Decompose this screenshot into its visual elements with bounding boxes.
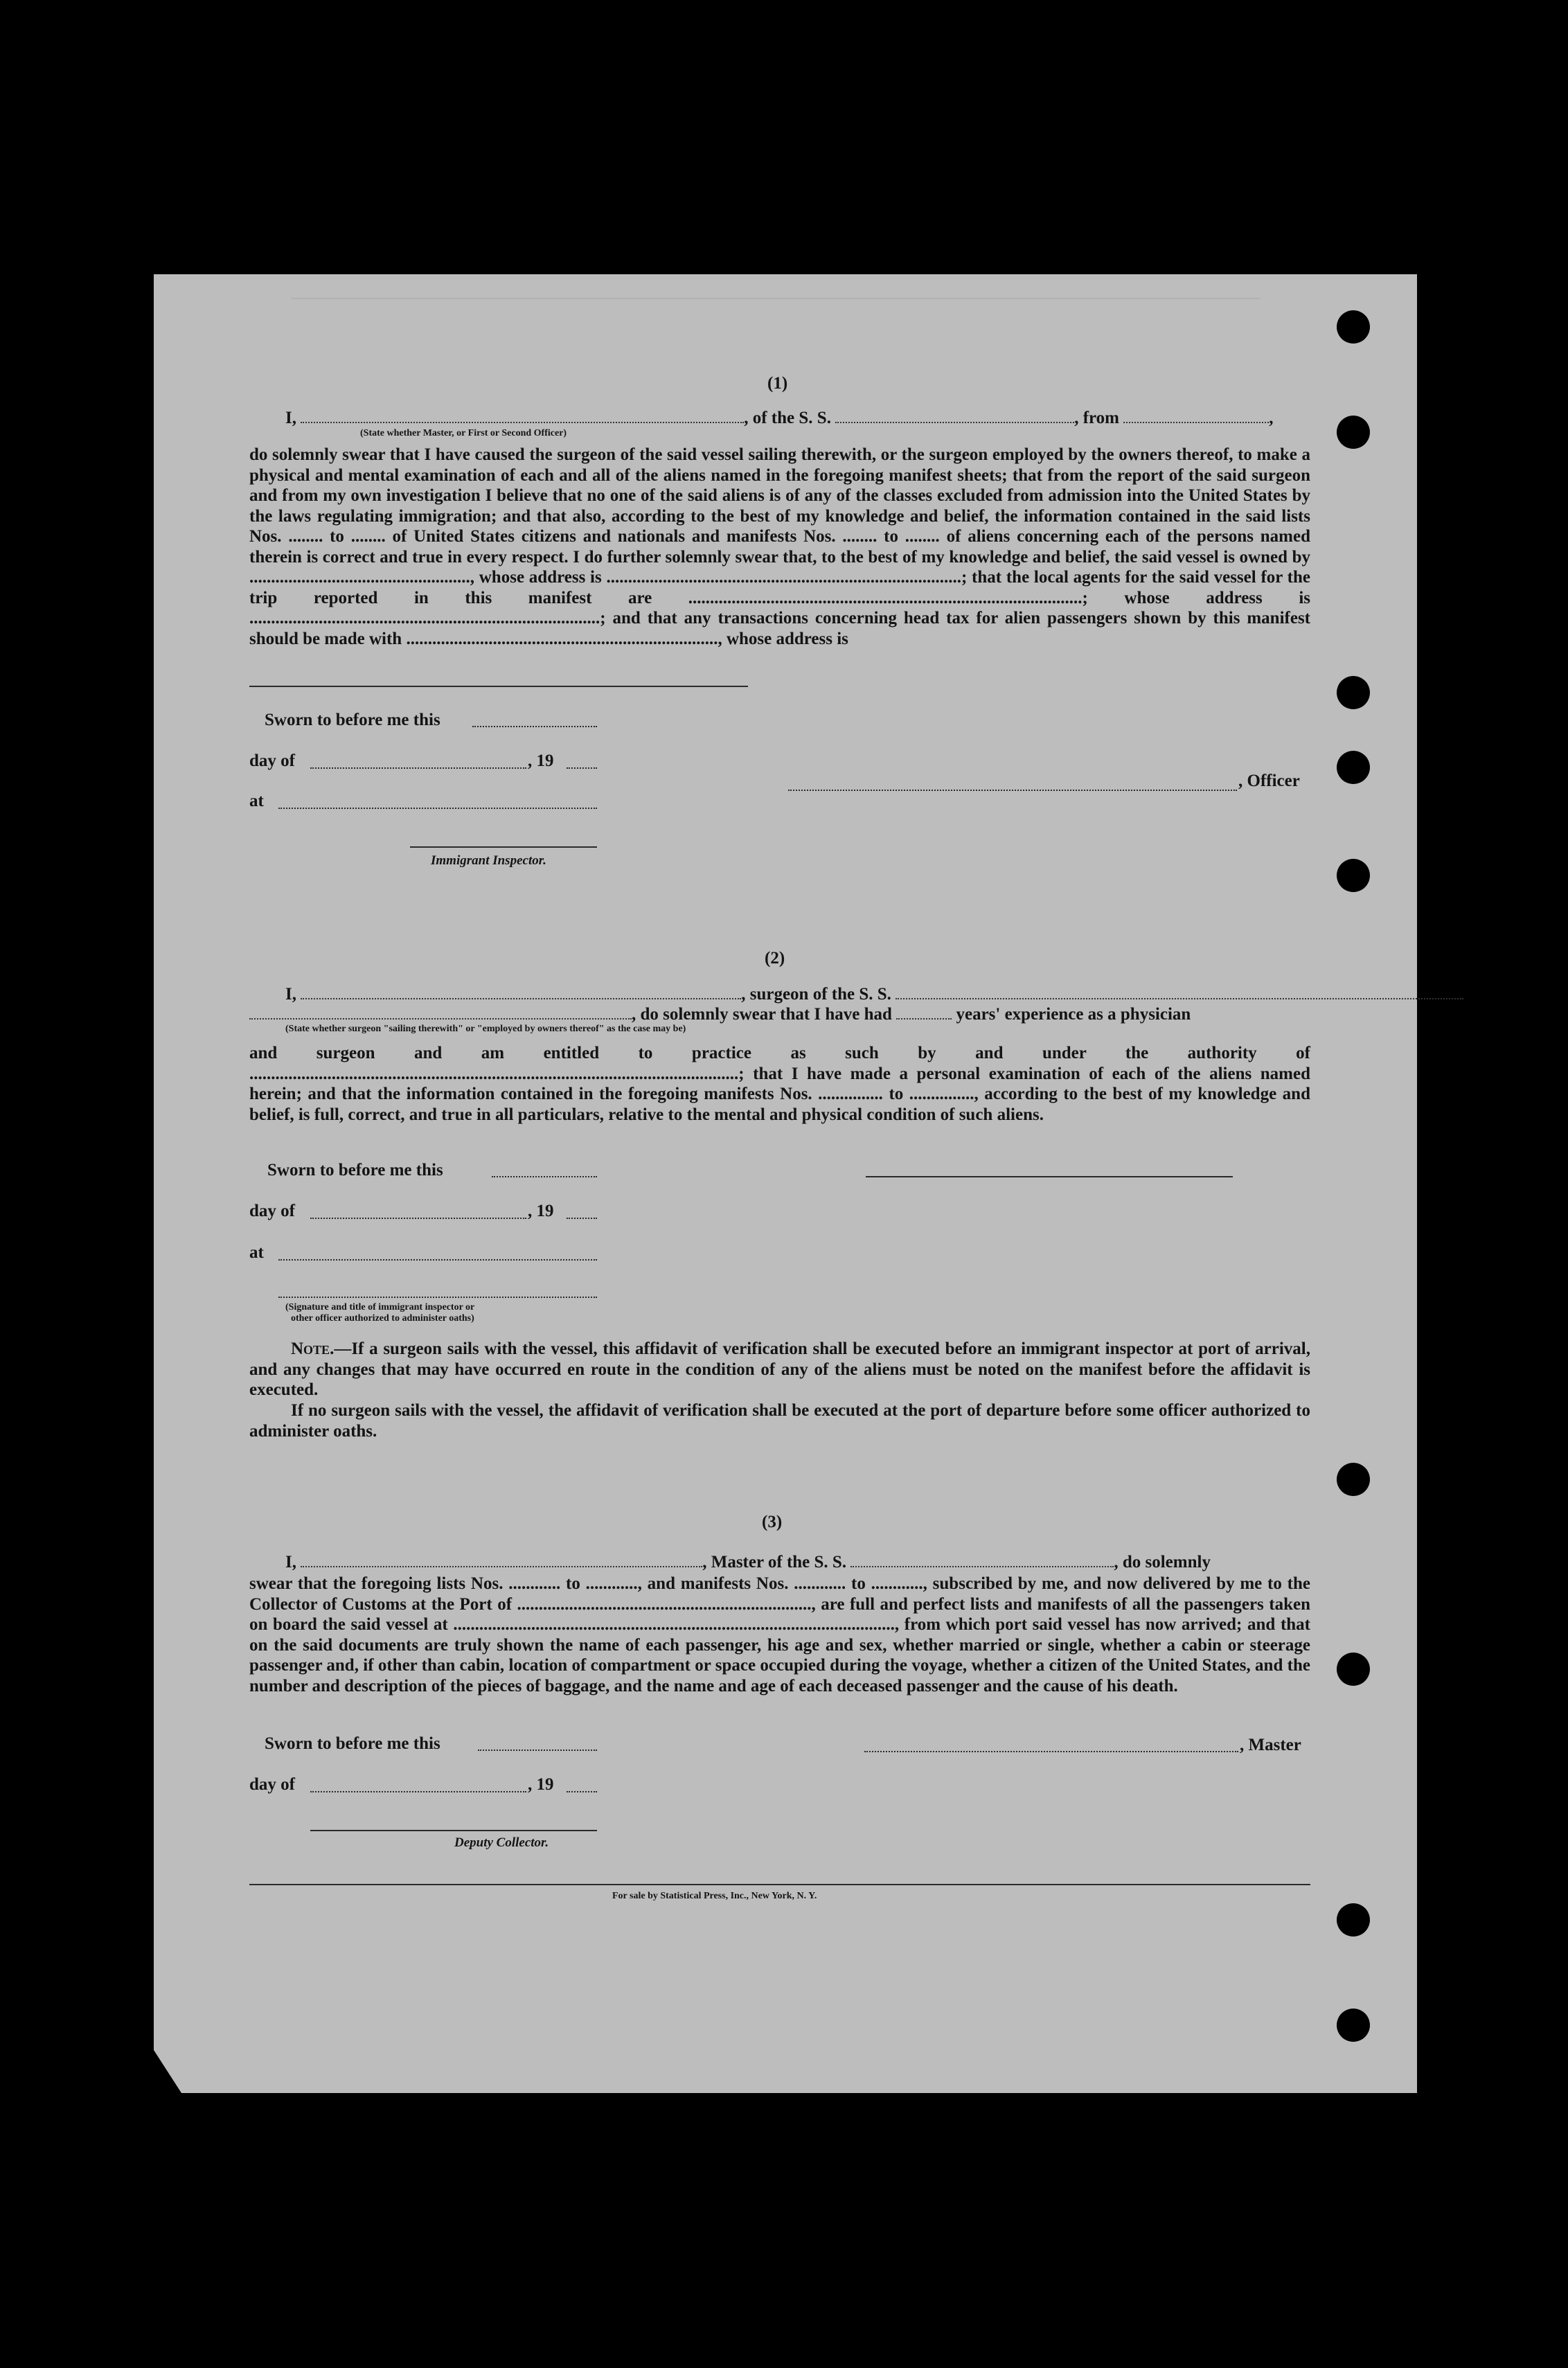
binder-hole-1 [1337, 310, 1370, 344]
surgeon-caption: (State whether surgeon "sailing therewith" or "employed by owners thereof" as the case may be) [285, 1024, 686, 1034]
binder-hole-2 [1337, 416, 1370, 449]
sworn-field-2[interactable] [492, 1176, 597, 1177]
surgeon-signature-line[interactable] [866, 1176, 1233, 1177]
master-label: , Master [1240, 1736, 1301, 1754]
at-field-1[interactable] [278, 808, 597, 809]
surgeon-note-2: If no surgeon sails with the vessel, the affidavit of verification shall be executed at the port of departure before some officer authorized to administer oaths. [249, 1401, 1310, 1441]
year-field-3[interactable] [567, 1791, 597, 1792]
year-field-1[interactable] [567, 767, 597, 769]
binder-hole-3 [1337, 676, 1370, 709]
officer-label: , Officer [1238, 772, 1300, 790]
year-label-1: , 19 [528, 751, 554, 770]
at-label-2: at [249, 1243, 264, 1262]
surgeon-of-label: , surgeon of the S. S. [741, 985, 896, 1004]
surgeon-name-field[interactable] [301, 997, 741, 999]
vessel-name-field[interactable] [835, 421, 1074, 423]
section-3-body: swear that the foregoing lists Nos. ............ to ............, and manifests Nos. ............ to ............, subscribed by me, and now delivered by me to the Collector of Customs at the Port of ...................................................................., are full and perfect lists and manifests of all the passengers taken on board the said vessel at ......................................................................................................, from which port said vessel has now arrived; and that on the said documents are truly shown the name of each passenger, his age and sex, whether married or single, whether a cabin or steerage passenger and, if other than cabin, location of compartment or space occupied during the voyage, whether a citizen of the United States, and the number and description of the pieces of baggage, and the name and age of each deceased passenger and the cause of his death. [249, 1574, 1310, 1695]
section-2-opening-line [285, 985, 1463, 1004]
sworn-field-1[interactable] [472, 726, 597, 727]
years-field[interactable] [896, 1017, 952, 1020]
master-of-label: , Master of the S. S. [702, 1553, 851, 1572]
master-caption: (State whether Master, or First or Second Officer) [360, 428, 567, 438]
section-2-body: and surgeon and am entitled to practice as such by and under the authority of .................................................................................................................; that I have made a personal examination of each of the aliens named herein; and that the information contained in the foregoing manifests Nos. ............... to ..............., according to the best of my knowledge and belief, is full, correct, and true in all particulars, relative to the mental and physical condition of such aliens. [249, 1044, 1310, 1124]
sworn-label-3: Sworn to before me this [265, 1734, 440, 1753]
from-label: , from [1074, 409, 1124, 427]
master-name-field[interactable] [301, 421, 744, 423]
master-signature-line[interactable] [864, 1751, 1238, 1752]
section-1-opening: I, [285, 409, 301, 427]
section-3-number: (3) [762, 1513, 783, 1531]
officer-signature-line[interactable] [788, 790, 1237, 791]
section-3-opening-line [285, 1553, 1211, 1572]
collector-signature-line[interactable] [310, 1830, 597, 1831]
signature-caption-1: (Signature and title of immigrant inspector or [285, 1302, 475, 1312]
day-field-1[interactable] [310, 767, 526, 769]
at-field-2[interactable] [278, 1259, 597, 1261]
master-name-field-3[interactable] [301, 1565, 702, 1567]
binder-hole-9 [1337, 2009, 1370, 2042]
from-port-field[interactable] [1123, 421, 1269, 423]
deputy-collector-caption: Deputy Collector. [454, 1835, 549, 1850]
day-of-label-3: day of [249, 1775, 295, 1794]
binder-hole-8 [1337, 1903, 1370, 1937]
signature-caption-2: other officer authorized to administer oaths) [291, 1313, 474, 1324]
section-3-opening: I, [285, 1553, 301, 1572]
day-field-3[interactable] [310, 1791, 526, 1792]
inspector-signature-line[interactable] [410, 846, 597, 848]
year-label-2: , 19 [528, 1202, 554, 1220]
surgeon-type-field[interactable] [249, 1017, 632, 1020]
vessel-name-field-3[interactable] [850, 1565, 1114, 1567]
section-1-opening-line: I, , of the S. S. , from , [285, 409, 1274, 427]
day-of-label-1: day of [249, 751, 295, 770]
binder-hole-4 [1337, 751, 1370, 784]
section-2-number: (2) [765, 949, 785, 968]
swear-label: , do solemnly swear that I have had [632, 1005, 897, 1024]
immigrant-inspector-caption: Immigrant Inspector. [431, 853, 546, 868]
solemnly-label: , do solemnly [1114, 1553, 1211, 1572]
day-field-2[interactable] [310, 1218, 526, 1219]
years-label: years' experience as a physician [952, 1005, 1191, 1024]
sworn-label-1: Sworn to before me this [265, 711, 440, 729]
surgeon-note [249, 1339, 1310, 1400]
note-label: Note. [291, 1339, 335, 1358]
day-of-label-2: day of [249, 1202, 295, 1220]
surgeon-vessel-field[interactable] [896, 997, 1463, 999]
binder-hole-5 [1337, 859, 1370, 892]
year-field-2[interactable] [567, 1218, 597, 1219]
page-corner-cut [154, 2050, 181, 2093]
bleed-through-header [291, 298, 1260, 375]
section-1-number: (1) [767, 374, 788, 393]
section-2-opening: I, [285, 985, 301, 1004]
binder-hole-7 [1337, 1653, 1370, 1686]
sworn-label-2: Sworn to before me this [267, 1161, 443, 1179]
sworn-field-3[interactable] [478, 1750, 597, 1751]
administering-officer-line[interactable] [278, 1297, 597, 1298]
of-ss-label: , of the S. S. [744, 409, 836, 427]
footer-rule [249, 1884, 1310, 1885]
section-2-second-line [249, 1005, 1191, 1024]
year-label-3: , 19 [528, 1775, 554, 1794]
at-label-1: at [249, 792, 264, 810]
note-text: —If a surgeon sails with the vessel, this affidavit of verification shall be executed before an immigrant inspector at port of arrival, and any changes that may have occurred en route in the condition of any of the aliens must be noted on the manifest before the affidavit is executed. [249, 1339, 1310, 1399]
printer-footer: For sale by Statistical Press, Inc., New York, N. Y. [612, 1891, 817, 1901]
section-1-body: do solemnly swear that I have caused the surgeon of the said vessel sailing therewith, or the surgeon employed by the owners thereof, to make a physical and mental examination of each and all of the aliens named in the foregoing manifest sheets; that from the report of the said surgeon and from my own investigation I believe that no one of the said aliens is of any of the classes excluded from admission into the United States by the laws regulating immigration; and that also, according to the best of my knowledge and belief, the information contained in the said lists Nos. ........ to ........ of United States citizens and nationals and manifests Nos. ........ to ........ of aliens concerning each of the persons named therein is correct and true in every respect. I do further solemnly swear that, to the best of my knowledge and belief, the said vessel is owned by ..................................................., whose address is ..................................................................................; that the local agents for the said vessel for the trip reported in this manifest are ...........................................................................................; whose address is .................................................................................; and that any transactions concerning head tax for alien passengers shown by this manifest should be made with ........................................................................, whose address is [249, 445, 1310, 648]
section-1-end-rule [249, 686, 748, 687]
binder-hole-6 [1337, 1463, 1370, 1496]
